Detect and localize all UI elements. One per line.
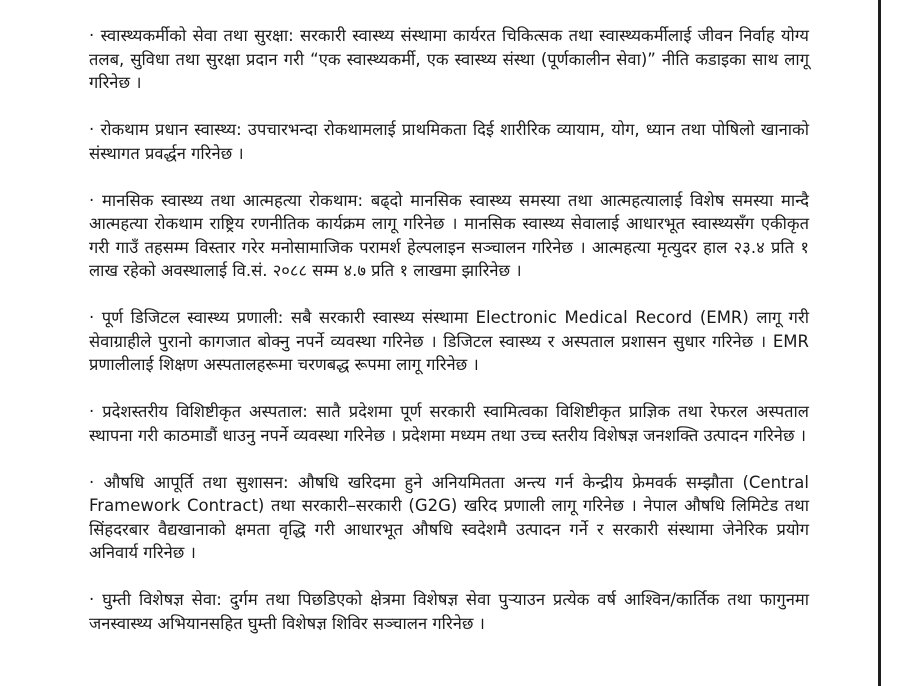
document-body: [89, 24, 809, 659]
paragraph-provincial-hospital: · प्रदेशस्तरीय विशिष्टीकृत अस्पताल: सातै प्रदेशमा पूर्ण सरकारी स्वामित्वका विशिष्टीकृत प्राज्ञिक तथा रेफरल अस्पताल स्थापना गरी काठमाडौं धाउनु नपर्ने व्यवस्था गरिनेछ । प्रदेशमा मध्यम तथा उच्च स्तरीय विशेषज्ञ जनशक्ति उत्पादन गरिनेछ ।: [89, 402, 809, 445]
paragraph-health-worker-service: · स्वास्थ्यकर्मीको सेवा तथा सुरक्षा: सरकारी स्वास्थ्य संस्थामा कार्यरत चिकित्सक तथा स्वास्थ्यकर्मीलाई जीवन निर्वाह योग्य तलब, सुविधा तथा सुरक्षा प्रदान गरी “एक स्वास्थ्यकर्मी, एक स्वास्थ्य संस्था (पूर्णकालीन सेवा)” नीति कडाइका साथ लागू गरिनेछ ।: [89, 26, 809, 92]
paragraph-mental-health: · मानसिक स्वास्थ्य तथा आत्महत्या रोकथाम: बढ्दो मानसिक स्वास्थ्य समस्या तथा आत्महत्यालाई विशेष समस्या मान्दै आत्महत्या रोकथाम राष्ट्रिय रणनीतिक कार्यक्रम लागू गरिनेछ । मानसिक स्वास्थ्य सेवालाई आधारभूत स्वास्थ्यसँग एकीकृत गरी गाउँ तहसम्म विस्तार गरेर मनोसामाजिक परामर्श हेल्पलाइन सञ्चालन गरिनेछ । आत्महत्या मृत्युदर हाल २३.४ प्रति १ लाख रहेको अवस्थालाई वि.सं. २०८८ सम्म ४.७ प्रति १ लाखमा झारिनेछ ।: [89, 190, 809, 280]
paragraph-mobile-specialist: · घुम्ती विशेषज्ञ सेवा: दुर्गम तथा पिछडिएको क्षेत्रमा विशेषज्ञ सेवा पुर्‍याउन प्रत्येक वर्ष आश्विन/कार्तिक तथा फागुनमा जनस्वास्थ्य अभियानसहित घुम्ती विशेषज्ञ शिविर सञ्चालन गरिनेछ ।: [89, 590, 809, 633]
paragraph-medicine-supply: · औषधि आपूर्ति तथा सुशासन: औषधि खरिदमा हुने अनियमितता अन्त्य गर्न केन्द्रीय फ्रेमवर्क सम्झौता (Central Framework Contract) तथा सरकारी–सरकारी (G2G) खरिद प्रणाली लागू गरिनेछ । नेपाल औषधि लिमिटेड तथा सिंहदरबार वैद्यखानाको क्षमता वृद्धि गरी आधारभूत औषधि स्वदेशमै उत्पादन गर्ने र सरकारी संस्थामा जेनेरिक प्रयोग अनिवार्य गरिनेछ ।: [89, 472, 809, 562]
paragraph-preventive-health: · रोकथाम प्रधान स्वास्थ्य: उपचारभन्दा रोकथामलाई प्राथमिकता दिई शारीरिक व्यायाम, योग, ध्यान तथा पोषिलो खानाको संस्थागत प्रवर्द्धन गरिनेछ ।: [89, 120, 809, 163]
paragraph-digital-health: · पूर्ण डिजिटल स्वास्थ्य प्रणाली: सबै सरकारी स्वास्थ्य संस्थामा Electronic Medical Record (EMR) लागू गरी सेवाग्राहीले पुरानो कागजात बोक्नु नपर्ने व्यवस्था गरिनेछ । डिजिटल स्वास्थ्य र अस्पताल प्रशासन सुधार गरिनेछ । EMR प्रणालीलाई शिक्षण अस्पतालहरूमा चरणबद्ध रूपमा लागू गरिनेछ ।: [89, 308, 809, 374]
page-edge-divider: [878, 0, 881, 686]
